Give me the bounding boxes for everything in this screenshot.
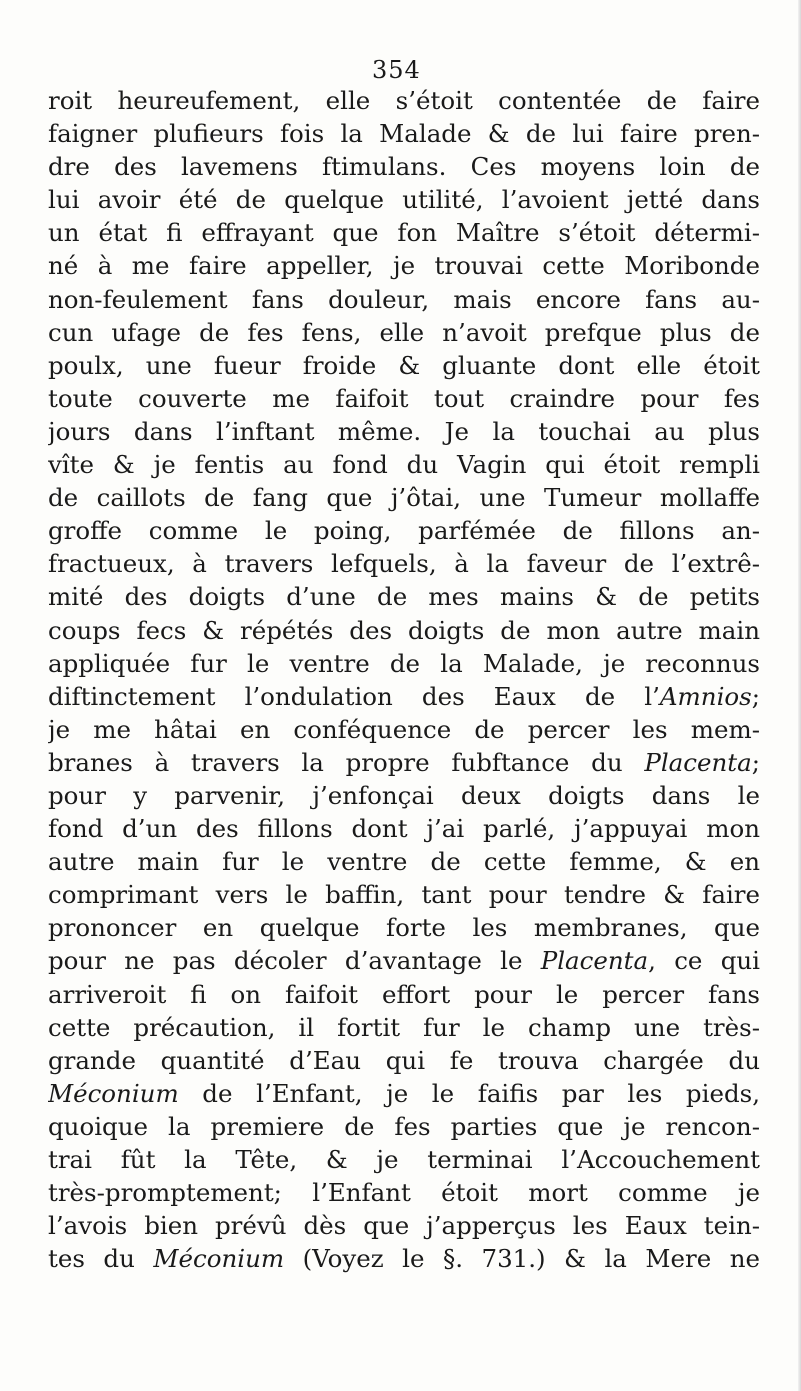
text-segment: ;	[751, 747, 760, 777]
text-line	[48, 1110, 760, 1143]
text-segment: vîte & je fentis au fond du Vagin qui étoit rempli	[48, 450, 760, 480]
text-line	[48, 746, 760, 779]
text-line	[48, 349, 760, 382]
text-line	[48, 647, 760, 680]
text-line	[48, 1143, 760, 1176]
text-line	[48, 779, 760, 812]
text-segment: autre main fur le ventre de cette femme, & en	[48, 847, 760, 877]
text-line	[48, 117, 760, 150]
text-line	[48, 514, 760, 547]
text-line	[48, 150, 760, 183]
text-segment: faigner plufieurs fois la Malade & de lui faire pren-	[48, 119, 760, 149]
text-segment: cun ufage de fes fens, elle n’avoit prefque plus de	[48, 317, 760, 347]
text-segment: poulx, une fueur froide & gluante dont elle étoit	[48, 350, 760, 380]
text-segment: quoique la premiere de fes parties que je rencon-	[48, 1111, 760, 1141]
text-line	[48, 1077, 760, 1110]
text-line	[48, 911, 760, 944]
text-line	[48, 580, 760, 613]
text-line	[48, 1242, 760, 1275]
text-segment: un état fi effrayant que fon Maître s’étoit détermi-	[48, 218, 760, 248]
text-segment: ;	[751, 681, 760, 711]
text-segment: je me hâtai en conféquence de percer les mem-	[48, 714, 760, 744]
text-segment: cette précaution, il fortit fur le champ une très-	[48, 1012, 760, 1042]
text-line	[48, 283, 760, 316]
text-segment: , ce qui	[648, 946, 760, 976]
text-line	[48, 183, 760, 216]
text-line	[48, 415, 760, 448]
text-segment: grande quantité d’Eau qui fe trouva chargée du	[48, 1045, 760, 1075]
text-segment: tes du	[48, 1244, 154, 1274]
text-segment: de caillots de fang que j’ôtai, une Tumeur mollaffe	[48, 483, 760, 513]
text-segment: non-feulement fans douleur, mais encore fans au-	[48, 284, 760, 314]
italic-term: Placenta	[540, 946, 649, 976]
text-line	[48, 680, 760, 713]
text-line	[48, 1209, 760, 1242]
text-line	[48, 316, 760, 349]
text-segment: prononcer en quelque forte les membranes, que	[48, 913, 760, 943]
text-line	[48, 978, 760, 1011]
body-text	[48, 84, 760, 1275]
text-line	[48, 249, 760, 282]
text-line	[48, 845, 760, 878]
italic-term: Placenta	[644, 747, 752, 777]
italic-term: Méconium	[153, 1244, 285, 1274]
text-line	[48, 812, 760, 845]
text-segment: pour y parvenir, j’enfonçai deux doigts dans le	[48, 780, 760, 810]
text-segment: de l’Enfant, je le faifis par les pieds,	[178, 1078, 760, 1108]
text-line	[48, 547, 760, 580]
text-line	[48, 1176, 760, 1209]
text-line	[48, 614, 760, 647]
text-segment: groffe comme le poing, parfémée de fillons an-	[48, 516, 760, 546]
text-segment: comprimant vers le baffin, tant pour tendre & faire	[48, 880, 760, 910]
text-segment: appliquée fur le ventre de la Malade, je reconnus	[48, 648, 760, 678]
text-segment: coups fecs & répétés des doigts de mon autre main	[48, 615, 760, 645]
text-line	[48, 382, 760, 415]
text-line	[48, 713, 760, 746]
text-line	[48, 1011, 760, 1044]
text-segment: très-promptement; l’Enfant étoit mort comme je	[48, 1178, 760, 1208]
text-segment: mité des doigts d’une de mes mains & de petits	[48, 582, 760, 612]
text-segment: né à me faire appeller, je trouvai cette Moribonde	[48, 251, 760, 281]
text-line	[48, 84, 760, 117]
text-line	[48, 1044, 760, 1077]
page-number: 354	[372, 56, 421, 84]
text-line	[48, 878, 760, 911]
text-segment: diftinctement l’ondulation des Eaux de l’	[48, 681, 660, 711]
text-segment: lui avoir été de quelque utilité, l’avoient jetté dans	[48, 185, 760, 215]
text-segment: trai fût la Tête, & je terminai l’Accouchement	[48, 1145, 760, 1174]
text-line	[48, 481, 760, 514]
text-line	[48, 216, 760, 249]
text-line	[48, 448, 760, 481]
italic-term: Méconium	[48, 1078, 179, 1108]
text-segment: branes à travers la propre fubftance du	[48, 747, 645, 777]
text-segment: fond d’un des fillons dont j’ai parlé, j’appuyai mon	[48, 814, 760, 844]
text-segment: arriveroit fi on faifoit effort pour le percer fans	[48, 979, 760, 1009]
text-segment: toute couverte me faifoit tout craindre pour fes	[48, 383, 760, 413]
text-segment: pour ne pas décoler d’avantage le	[48, 946, 541, 976]
text-segment: l’avois bien prévû dès que j’apperçus les Eaux tein-	[48, 1211, 760, 1241]
text-segment: roit heureufement, elle s’étoit contentée de faire	[48, 86, 760, 115]
text-segment: dre des lavemens ftimulans. Ces moyens loin de	[48, 152, 760, 182]
text-segment: jours dans l’inftant même. Je la touchai au plus	[48, 416, 760, 446]
italic-term: Amnios	[659, 681, 752, 711]
text-segment: (Voyez le §. 731.) & la Mere ne	[284, 1244, 760, 1274]
text-line	[48, 944, 760, 977]
text-segment: fractueux, à travers lefquels, à la faveur de l’extrê-	[48, 549, 760, 579]
